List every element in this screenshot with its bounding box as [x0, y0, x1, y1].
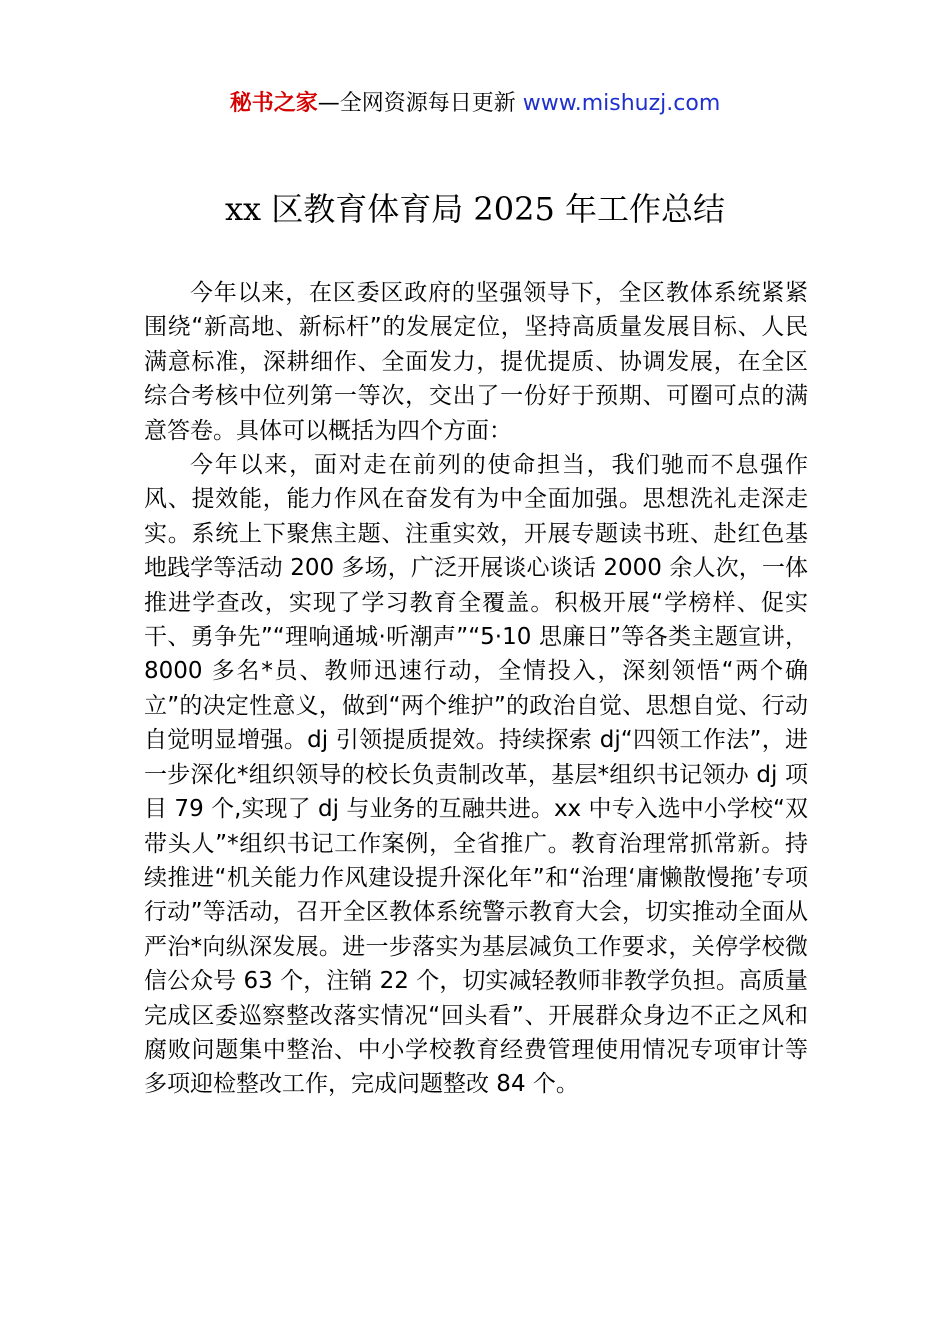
paragraph-intro: 今年以来，在区委区政府的坚强领导下，全区教体系统紧紧围绕“新高地、新标杆”的发展定位，坚持高质量发展目标、人民满意标准，深耕细作、全面发力，提优提质、协调发展，在全区综合考核中位列第一等次，交出了一份好于预期、可圈可点的满意答卷。具体可以概括为四个方面：: [144, 280, 808, 444]
paragraph-work-style: 今年以来，面对走在前列的使命担当，我们驰而不息强作风、提效能，能力作风在奋发有为中全面加强。思想洗礼走深走实。系统上下聚焦主题、注重实效，开展专题读书班、赴红色基地践学等活动 200 多场，广泛开展谈心谈话 2000 余人次，一体推进学查改，实现了学习教育全覆盖。积极开展“学榜样、促实干、勇争先”“理响通城·听潮声”“5·10 思廉日”等各类主题宣讲，8000 多名*员、教师迅速行动，全情投入，深刻领悟“两个确立”的决定性意义，做到“两个维护”的政治自觉、思想自觉、行动自觉明显增强。dj 引领提质提效。持续探索 dj“四领工作法”，进一步深化*组织领导的校长负责制改革，基层*组织书记领办 dj 项目 79 个,实现了 dj 与业务的互融共进。xx 中专入选中小学校“双带头人”*组织书记工作案例，全省推广。教育治理常抓常新。持续推进“机关能力作风建设提升深化年”和“治理‘庸懒散慢拖’专项行动”等活动，召开全区教体系统警示教育大会，切实推动全面从严治*向纵深发展。进一步落实为基层减负工作要求，关停学校微信公众号 63 个，注销 22 个，切实减轻教师非教学负担。高质量完成区委巡察整改落实情况“回头看”、开展群众身边不正之风和腐败问题集中整治、中小学校教育经费管理使用情况专项审计等多项迎检整改工作，完成问题整改 84 个。: [144, 452, 808, 1098]
document-title: xx 区教育体育局 2025 年工作总结: [224, 190, 726, 228]
document-body: [144, 276, 808, 1102]
site-tagline: —全网资源每日更新: [317, 91, 523, 116]
site-header: [0, 88, 950, 120]
site-brand: 秘书之家: [229, 91, 318, 116]
site-url-link[interactable]: www.mishuzj.com: [522, 91, 721, 116]
